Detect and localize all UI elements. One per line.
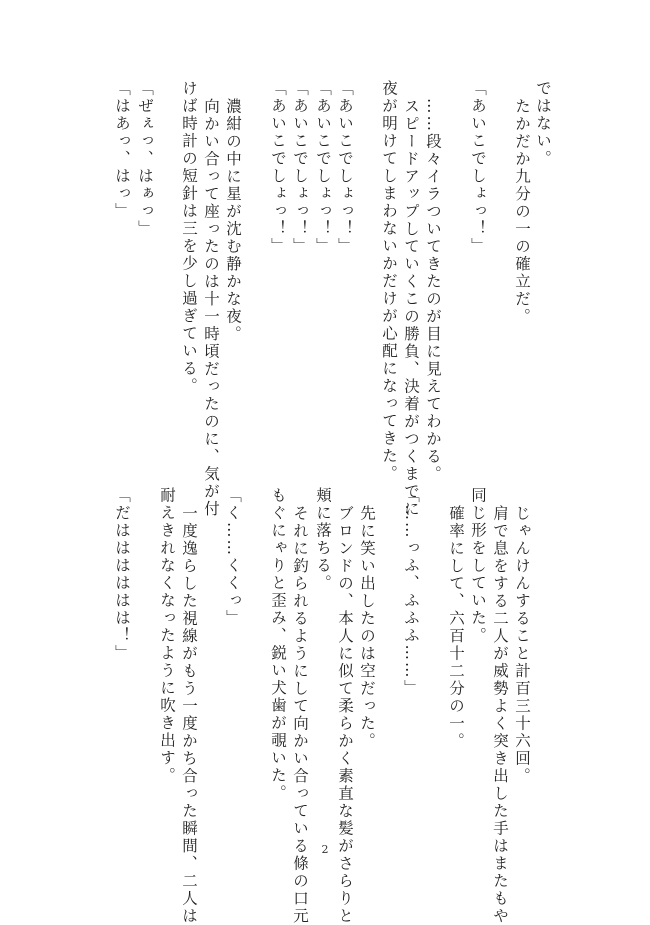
text-line: 「あいこでしょっ！」 bbox=[269, 80, 287, 255]
text-line: ではない。 bbox=[534, 80, 552, 168]
text-line: 「あいこでしょっ！」 bbox=[336, 80, 354, 255]
text-line: もぐにゃりと歪み、鋭い犬歯が覗いた。 bbox=[269, 487, 287, 802]
text-line: けば時計の短針は三を少し過ぎている。 bbox=[180, 80, 198, 395]
text-line: 「はあっ、はっ」 bbox=[113, 80, 131, 220]
text-line: 「あいこでしょっ！」 bbox=[469, 80, 487, 255]
text-line: 一度逸らした視線がもう一度かち合った瞬間、二人は bbox=[180, 505, 198, 925]
text-line: ……段々イラついてきたのが目に見えてわかる。 bbox=[424, 98, 442, 483]
text-line: 先に笑い出したのは空だった。 bbox=[358, 505, 376, 750]
text-line: 「……っふ、ふふふ……」 bbox=[402, 487, 420, 697]
text-line: 耐えきれなくなったように吹き出す。 bbox=[158, 487, 176, 785]
text-line: 「あいこでしょっ！」 bbox=[291, 80, 309, 255]
text-line: 肩で息をする二人が威勢よく突き出した手はまたもや bbox=[491, 505, 509, 925]
text-line: 確率にして、六百十二分の一。 bbox=[447, 505, 465, 750]
page-number: 2 bbox=[321, 843, 329, 856]
text-line: 濃紺の中に星が沈む静かな夜。 bbox=[224, 98, 242, 343]
text-line: 夜が明けてしまわないかだけが心配になってきた。 bbox=[380, 80, 398, 483]
text-line: 「く……くくっ」 bbox=[224, 487, 242, 627]
text-line: たかだか九分の一の確立だ。 bbox=[513, 98, 531, 326]
text-line: ブロンドの、本人に似て柔らかく素直な髪がさらりと bbox=[336, 505, 354, 925]
text-line: じゃんけんすること計百三十六回。 bbox=[513, 505, 531, 785]
text-line: 同じ形をしていた。 bbox=[469, 487, 487, 645]
text-line: それに釣られるようにして向かい合っている條の口元 bbox=[291, 505, 309, 925]
text-line: 「ぜぇっ、はぁっ」 bbox=[136, 80, 154, 238]
text-line: 「あいこでしょっ！」 bbox=[314, 80, 332, 255]
text-line: スピードアップしていくこの勝負、決着がつくまでに bbox=[402, 98, 420, 518]
text-line: 向かい合って座ったのは十一時頃だったのに、気が付 bbox=[202, 98, 220, 518]
text-line: 「だはははははは！」 bbox=[113, 487, 131, 662]
text-line: 頬に落ちる。 bbox=[314, 487, 332, 592]
